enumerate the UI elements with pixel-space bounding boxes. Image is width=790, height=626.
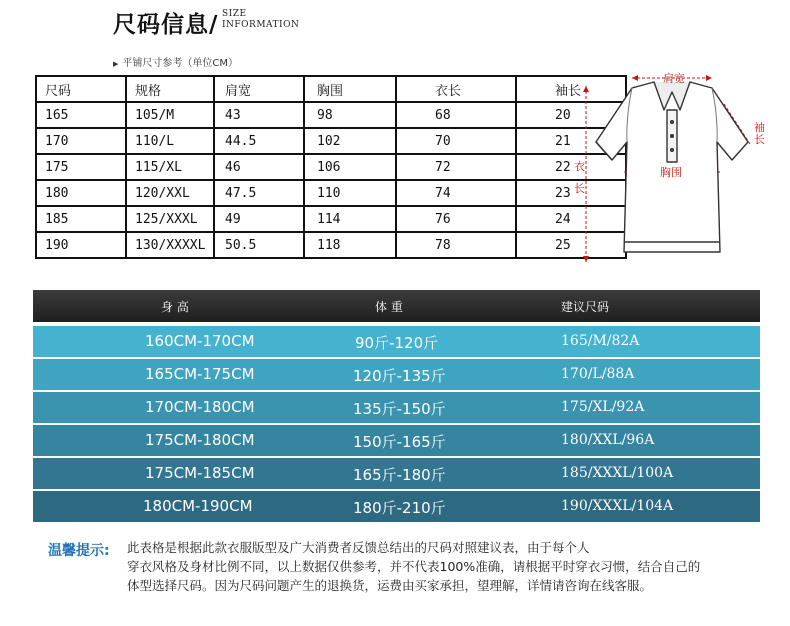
page-title-en: [222, 9, 299, 31]
height-range: 175CM-180CM: [145, 431, 255, 449]
table-cell: 22: [516, 154, 626, 180]
table-cell: 130/XXXXL: [126, 232, 214, 258]
title-en-line1: SIZE: [222, 9, 247, 19]
tips-line: 穿衣风格及身材比例不同，以上数据仅供参考，并不代表100%准确，请根据平时穿衣习惯，结合自己的: [127, 559, 701, 574]
table-row: [36, 232, 626, 258]
table-row: [36, 128, 626, 154]
table-cell: 105/M: [126, 102, 214, 128]
recommend-row: [33, 326, 760, 357]
tips-text: [127, 538, 767, 595]
recommend-row: [33, 425, 760, 456]
length-label-2: 长: [574, 182, 585, 195]
header-cell: 胸围: [304, 76, 396, 102]
weight-range: 90斤-120斤: [355, 334, 439, 352]
page-title: 尺码信息/: [113, 12, 219, 38]
table-cell: 20: [516, 102, 626, 128]
tips-line: 体型选择尺码。因为尺码问题产生的退换货，运费由买家承担，望理解，详情请咨询在线客服。: [127, 578, 653, 593]
sleeve-length-label: [754, 122, 766, 146]
table-cell: 47.5: [214, 180, 304, 206]
suggested-size: 175/XL/92A: [561, 399, 645, 415]
table-cell: 115/XL: [126, 154, 214, 180]
body-length-label: [574, 156, 586, 200]
table-cell: 74: [396, 180, 516, 206]
header-cell: 尺码: [36, 76, 126, 102]
table-cell: 110: [304, 180, 396, 206]
size-table: [35, 75, 627, 259]
shirt-diagram: [572, 66, 768, 270]
table-cell: 46: [214, 154, 304, 180]
table-cell: 125/XXXL: [126, 206, 214, 232]
height-range: 175CM-185CM: [145, 464, 255, 482]
weight-range: 120斤-135斤: [353, 367, 446, 385]
table-cell: 78: [396, 232, 516, 258]
table-cell: 49: [214, 206, 304, 232]
weight-range: 180斤-210斤: [353, 499, 446, 517]
height-header: 身 高: [161, 300, 189, 314]
tips-label: 温馨提示:: [48, 543, 110, 559]
sleeve-label-2: 长: [754, 133, 765, 146]
sleeve-label-1: 袖: [754, 121, 765, 134]
recommend-row: [33, 458, 760, 489]
weight-range: 165斤-180斤: [353, 466, 446, 484]
table-cell: 76: [396, 206, 516, 232]
table-cell: 23: [516, 180, 626, 206]
header-cell: 袖长: [516, 76, 626, 102]
table-cell: 175: [36, 154, 126, 180]
chest-label: 胸围: [660, 166, 682, 179]
table-cell: 120/XXL: [126, 180, 214, 206]
table-cell: 118: [304, 232, 396, 258]
table-row: [36, 206, 626, 232]
table-row: [36, 102, 626, 128]
table-cell: 43: [214, 102, 304, 128]
weight-header: 体 重: [375, 300, 403, 314]
height-range: 180CM-190CM: [143, 497, 253, 515]
table-cell: 72: [396, 154, 516, 180]
height-range: 160CM-170CM: [145, 332, 255, 350]
table-cell: 98: [304, 102, 396, 128]
tips-line: 此表格是根据此款衣服版型及广大消费者反馈总结出的尺码对照建议表，由于每个人: [127, 540, 590, 555]
length-label-1: 衣: [574, 160, 585, 173]
weight-range: 135斤-150斤: [353, 400, 446, 418]
table-cell: 180: [36, 180, 126, 206]
suggested-size: 170/L/88A: [561, 366, 635, 382]
shoulder-width-label: 肩宽: [663, 72, 685, 85]
table-cell: 21: [516, 128, 626, 154]
suggested-size: 190/XXXL/104A: [561, 498, 674, 514]
suggested-size: 165/M/82A: [561, 333, 640, 349]
table-cell: 70: [396, 128, 516, 154]
table-cell: 102: [304, 128, 396, 154]
subtitle-text: 平铺尺寸参考（单位CM）: [122, 58, 239, 69]
recommend-header: [33, 290, 760, 322]
table-subtitle: [113, 54, 238, 69]
table-cell: 68: [396, 102, 516, 128]
table-cell: 190: [36, 232, 126, 258]
triangle-bullet-icon: ▶: [113, 60, 119, 68]
table-cell: 25: [516, 232, 626, 258]
table-cell: 44.5: [214, 128, 304, 154]
recommend-row: [33, 491, 760, 522]
table-cell: 165: [36, 102, 126, 128]
header-cell: 衣长: [396, 76, 516, 102]
size-header: 建议尺码: [561, 300, 610, 314]
weight-range: 150斤-165斤: [353, 433, 446, 451]
table-cell: 110/L: [126, 128, 214, 154]
table-cell: 185: [36, 206, 126, 232]
table-cell: 114: [304, 206, 396, 232]
height-range: 165CM-175CM: [145, 365, 255, 383]
table-cell: 106: [304, 154, 396, 180]
table-cell: 170: [36, 128, 126, 154]
table-header-row: [36, 76, 626, 102]
table-row: [36, 180, 626, 206]
height-range: 170CM-180CM: [145, 398, 255, 416]
header-cell: 规格: [126, 76, 214, 102]
table-cell: 24: [516, 206, 626, 232]
header-cell: 肩宽: [214, 76, 304, 102]
table-row: [36, 154, 626, 180]
table-cell: 50.5: [214, 232, 304, 258]
recommend-row: [33, 359, 760, 390]
title-en-line2: INFORMATION: [222, 20, 300, 30]
recommend-row: [33, 392, 760, 423]
suggested-size: 180/XXL/96A: [561, 432, 655, 448]
suggested-size: 185/XXXL/100A: [561, 465, 674, 481]
